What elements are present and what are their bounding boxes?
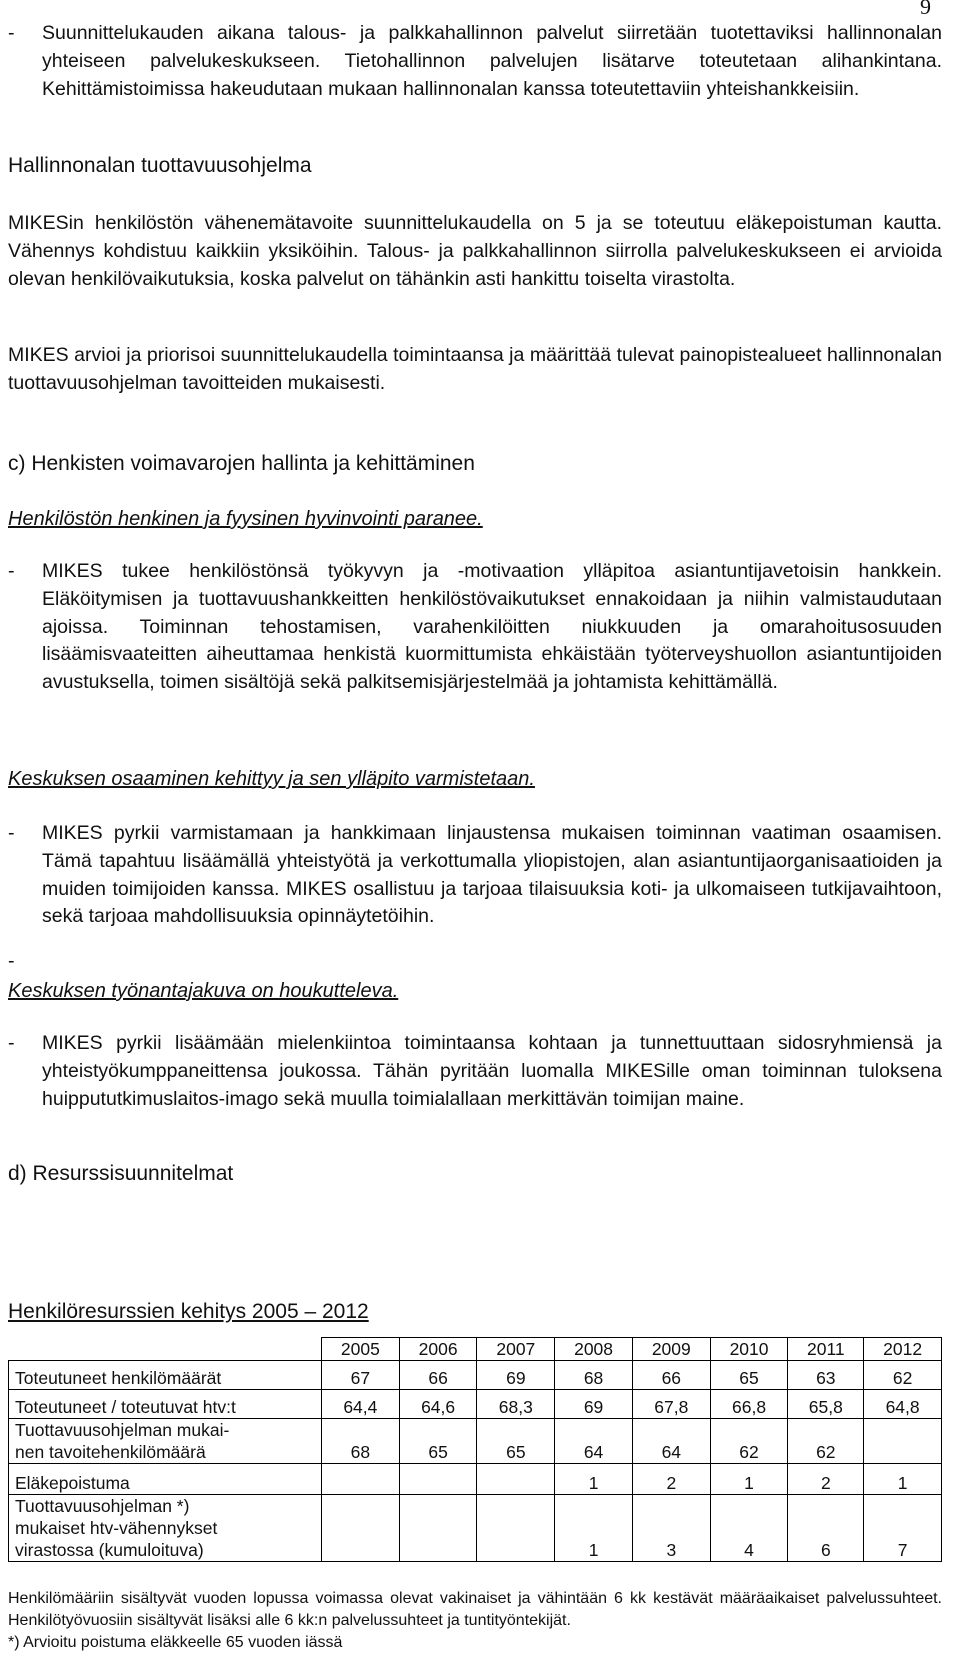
table-cell: 1 bbox=[555, 1464, 633, 1495]
table-row bbox=[9, 1361, 942, 1390]
subheading: Keskuksen työnantajakuva on houkutteleva. bbox=[8, 980, 399, 1002]
list-item bbox=[8, 1030, 942, 1113]
table-row bbox=[9, 1464, 942, 1495]
table-cell: 64,4 bbox=[322, 1390, 400, 1419]
table-cell: 1 bbox=[710, 1464, 788, 1495]
table-cell: 68 bbox=[555, 1361, 633, 1390]
table-cell: 65 bbox=[399, 1419, 477, 1464]
table-cell bbox=[399, 1495, 477, 1562]
section-heading: Hallinnonalan tuottavuusohjelma bbox=[8, 154, 312, 177]
table-cell bbox=[864, 1419, 942, 1464]
table-cell: 2 bbox=[632, 1464, 710, 1495]
table-cell: 66 bbox=[632, 1361, 710, 1390]
subheading: Keskuksen osaaminen kehittyy ja sen ylläpito varmistetaan. bbox=[8, 768, 535, 790]
section-heading: c) Henkisten voimavarojen hallinta ja kehittäminen bbox=[8, 452, 475, 475]
row-label: Eläkepoistuma bbox=[9, 1464, 322, 1495]
table-header-row bbox=[9, 1338, 942, 1361]
table-cell: 68,3 bbox=[477, 1390, 555, 1419]
list-item bbox=[8, 20, 942, 103]
list-item-text: MIKES tukee henkilöstönsä työkyvyn ja -motivaation ylläpitoa asiantuntijavetoisin hankkein. Eläköitymisen ja tuottavuushankkeitten henkilöstövaikutukset ennakoidaan ja niihin valmistaudutaan ajoissa. Toiminnan tehostamisen, varahenkilöitten niukkuuden ja omarahoitusosuuden lisäämisvaateitten aiheuttamaa henkistä kuormittumista ehkäistään työterveyshuollon asiantuntijoiden avustuksella, toimen sisältöjä sekä palkitsemisjärjestelmää ja johtamista kehittämällä. bbox=[42, 560, 942, 694]
table-row bbox=[9, 1390, 942, 1419]
bullet-dash: - bbox=[8, 22, 15, 44]
table-title: Henkilöresurssien kehitys 2005 – 2012 bbox=[8, 1300, 369, 1323]
table-cell: 64 bbox=[555, 1419, 633, 1464]
table-corner-cell bbox=[9, 1338, 322, 1361]
table-cell: 64,6 bbox=[399, 1390, 477, 1419]
page-number: 9 bbox=[920, 0, 931, 19]
table-cell: 7 bbox=[864, 1495, 942, 1562]
table-cell: 2 bbox=[788, 1464, 864, 1495]
list-item-text: MIKES pyrkii varmistamaan ja hankkimaan linjaustensa mukaisen toiminnan vaatiman osaamisen. Tämä tapahtuu lisäämällä yhteistyötä ja verkottumalla yliopistojen, alan asiantuntijaorganisaatioiden ja muiden toimijoiden kanssa. MIKES osallistuu ja tarjoaa tilaisuuksia koti- ja ulkomaiseen tutkijavaihtoon, sekä tarjoaa mahdollisuuksia opinnäytetöihin. bbox=[42, 822, 942, 928]
row-label: Tuottavuusohjelman *) mukaiset htv-vähennykset virastossa (kumuloituva) bbox=[9, 1495, 322, 1562]
table-cell: 4 bbox=[710, 1495, 788, 1562]
list-item bbox=[8, 558, 942, 697]
table-row bbox=[9, 1495, 942, 1562]
year-header: 2012 bbox=[864, 1338, 942, 1361]
year-header: 2005 bbox=[322, 1338, 400, 1361]
year-header: 2010 bbox=[710, 1338, 788, 1361]
list-item-text: Suunnittelukauden aikana talous- ja palkkahallinnon palvelut siirretään tuotettaviksi hallinnonalan yhteiseen palvelukeskukseen. Tietohallinnon palvelujen lisätarve toteutetaan alihankintana. Kehittämistoimissa hakeudutaan mukaan hallinnonalan kanssa toteutettaviin yhteishankkeisiin. bbox=[42, 22, 942, 100]
list-item bbox=[8, 820, 942, 931]
table-cell: 63 bbox=[788, 1361, 864, 1390]
table-cell: 65 bbox=[477, 1419, 555, 1464]
table-cell: 65 bbox=[710, 1361, 788, 1390]
year-header: 2008 bbox=[555, 1338, 633, 1361]
table-row bbox=[9, 1419, 942, 1464]
year-header: 2011 bbox=[788, 1338, 864, 1361]
table-cell: 66 bbox=[399, 1361, 477, 1390]
row-label: Toteutuneet / toteutuvat htv:t bbox=[9, 1390, 322, 1419]
year-header: 2006 bbox=[399, 1338, 477, 1361]
table-cell bbox=[477, 1464, 555, 1495]
subheading: Henkilöstön henkinen ja fyysinen hyvinvointi paranee. bbox=[8, 508, 483, 530]
footnote: Henkilömääriin sisältyvät vuoden lopussa voimassa olevat vakinaiset ja vähintään 6 kk kestävät määräaikaiset palvelussuhteet. Henkilötyövuosiin sisältyvät lisäksi alle 6 kk:n palvelussuhteet ja tuntityöntekijät. bbox=[8, 1590, 942, 1629]
row-label: Tuottavuusohjelman mukai- nen tavoitehenkilömäärä bbox=[9, 1419, 322, 1464]
table-cell: 64 bbox=[632, 1419, 710, 1464]
table-cell: 62 bbox=[788, 1419, 864, 1464]
resource-table bbox=[8, 1337, 942, 1562]
paragraph: MIKES arvioi ja priorisoi suunnittelukaudella toimintaansa ja määrittää tulevat painopistealueet hallinnonalan tuottavuusohjelman tavoitteiden mukaisesti. bbox=[8, 344, 942, 394]
table-cell: 62 bbox=[710, 1419, 788, 1464]
bullet-dash: - bbox=[8, 1032, 15, 1054]
table-cell bbox=[322, 1495, 400, 1562]
table-cell: 69 bbox=[477, 1361, 555, 1390]
footnote: *) Arvioitu poistuma eläkkeelle 65 vuoden iässä bbox=[8, 1634, 343, 1651]
table-cell: 64,8 bbox=[864, 1390, 942, 1419]
table-cell: 68 bbox=[322, 1419, 400, 1464]
table-cell: 69 bbox=[555, 1390, 633, 1419]
table-cell bbox=[322, 1464, 400, 1495]
table-cell: 66,8 bbox=[710, 1390, 788, 1419]
list-item-text: MIKES pyrkii lisäämään mielenkiintoa toimintaansa kohtaan ja tunnettuuttaan sidosryhmiensä ja yhteistyökumppaneittensa joukossa. Tähän pyritään luomalla MIKESille oman toiminnan tuloksena huippututkimuslaitos-imago sekä muulla toimialallaan merkittävän toimijan maine. bbox=[42, 1032, 942, 1110]
bullet-dash: - bbox=[8, 950, 15, 972]
year-header: 2009 bbox=[632, 1338, 710, 1361]
paragraph: MIKESin henkilöstön vähenemätavoite suunnittelukaudella on 5 ja se toteutuu eläkepoistuman kautta. Vähennys kohdistuu kaikkiin yksiköihin. Talous- ja palkkahallinnon siirrolla palvelukeskukseen ei arvioida olevan henkilövaikutuksia, koska palvelut on tähänkin asti hankittu toiselta virastolta. bbox=[8, 212, 942, 290]
table-cell bbox=[477, 1495, 555, 1562]
table-cell: 1 bbox=[864, 1464, 942, 1495]
table-cell bbox=[399, 1464, 477, 1495]
table-cell: 65,8 bbox=[788, 1390, 864, 1419]
row-label: Toteutuneet henkilömäärät bbox=[9, 1361, 322, 1390]
table-cell: 67 bbox=[322, 1361, 400, 1390]
table-cell: 62 bbox=[864, 1361, 942, 1390]
table-cell: 3 bbox=[632, 1495, 710, 1562]
bullet-dash: - bbox=[8, 560, 15, 582]
bullet-dash: - bbox=[8, 822, 15, 844]
section-heading: d) Resurssisuunnitelmat bbox=[8, 1162, 234, 1185]
table-cell: 1 bbox=[555, 1495, 633, 1562]
table-cell: 67,8 bbox=[632, 1390, 710, 1419]
table-notes bbox=[8, 1588, 942, 1654]
table-cell: 6 bbox=[788, 1495, 864, 1562]
year-header: 2007 bbox=[477, 1338, 555, 1361]
